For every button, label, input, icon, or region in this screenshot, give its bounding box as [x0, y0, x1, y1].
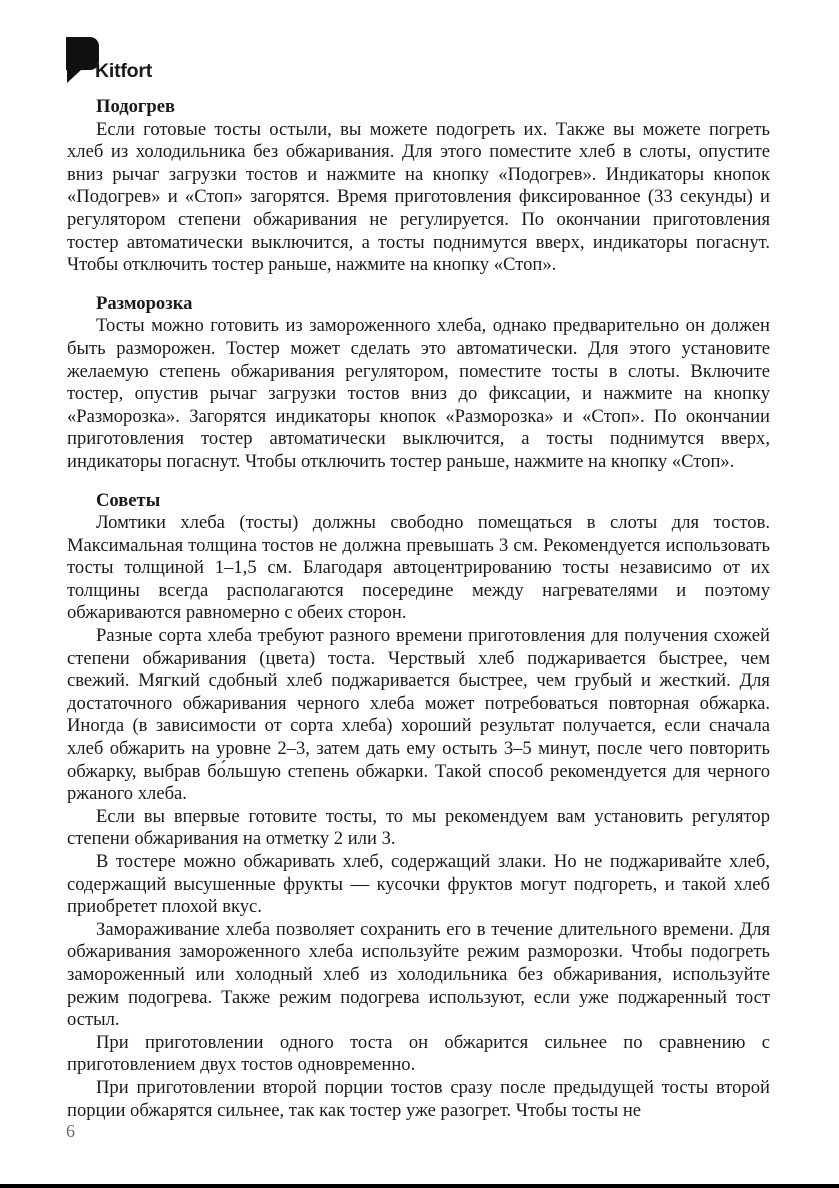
section-title: Разморозка: [96, 292, 193, 314]
paragraph: Разные сорта хлеба требуют разного времени приготовления для получения схожей степени обжаривания (цвета) тоста. Черствый хлеб поджаривается быстрее, чем свежий. Мягкий сдобный хлеб поджаривается быстрее, чем грубый и жесткий. Для достаточного обжаривания черного хлеба может потребоваться повторная обжарка. Иногда (в зависимости от сорта хлеба) хороший результат получается, если сначала хлеб обжарить на уровне 2–3, затем дать ему остыть 3–5 минут, после чего повторить обжарку, выбрав бо́льшую степень обжарки. Такой способ рекомендуется для черного ржаного хлеба.: [67, 625, 770, 805]
paragraph: Ломтики хлеба (тосты) должны свободно помещаться в слоты для тостов. Максимальная толщина тостов не должна превышать 3 см. Рекомендуется использовать тосты толщиной 1–1,5 см. Благодаря автоцентрированию тосты независимо от их толщины всегда располагаются посередине между нагревателями и поэтому обжариваются равномерно с обеих сторон.: [67, 512, 770, 624]
brand-name: Kitfort: [95, 60, 153, 82]
paragraph: Тосты можно готовить из замороженного хлеба, однако предварительно он должен быть разморожен. Тостер может сделать это автоматически. Для этого установите желаемую степень обжаривания регулятором, поместите тосты в слоты. Включите тостер, опустив рычаг загрузки тостов вниз до фиксации, и нажмите на кнопку «Разморозка». Загорятся индикаторы кнопок «Разморозка» и «Стоп». По окончании приготовления тостер автоматически выключится, а тосты поднимутся вверх, индикаторы погаснут. Чтобы отключить тостер раньше, нажмите на кнопку «Стоп».: [67, 315, 770, 472]
section-gap: [67, 277, 770, 293]
paragraph: Если готовые тосты остыли, вы можете подогреть их. Также вы можете погреть хлеб из холодильника без обжаривания. Для этого поместите хлеб в слоты, опустите вниз рычаг загрузки тостов и нажмите на кнопку «Подогрев». Индикаторы кнопок «Подогрев» и «Стоп» загорятся. Время приготовления фиксированное (33 секунды) и регулятором степени обжаривания не регулируется. По окончании приготовления тостер автоматически выключится, а тосты поднимутся вверх, индикаторы погаснут. Чтобы отключить тостер раньше, нажмите на кнопку «Стоп».: [67, 118, 770, 276]
paragraph: Если вы впервые готовите тосты, то мы рекомендуем вам установить регулятор степени обжаривания на отметку 2 или 3.: [67, 805, 770, 850]
section-tips: [67, 490, 770, 1123]
bottom-border: [0, 1184, 839, 1188]
section-gap: [67, 474, 770, 490]
section-heating: [67, 96, 770, 277]
page-number: 6: [66, 1121, 75, 1141]
paragraph: При приготовлении второй порции тостов сразу после предыдущей тосты второй порции обжарятся сильнее, так как тостер уже разогрет. Чтобы тосты не: [67, 1076, 770, 1121]
paragraph: Замораживание хлеба позволяет сохранить его в течение длительного времени. Для обжаривания замороженного хлеба используйте режим разморозки. Чтобы подогреть замороженный или холодный хлеб из холодильника без обжаривания, используйте режим подогрева. Также режим подогрева используют, если уже поджаренный тост остыл.: [67, 918, 770, 1031]
page-content: [67, 96, 770, 1122]
brand-logo: [66, 37, 166, 85]
paragraph: При приготовлении одного тоста он обжарится сильнее по сравнению с приготовлением двух тостов одновременно.: [67, 1031, 770, 1076]
section-title: Подогрев: [96, 96, 176, 117]
paragraph: В тостере можно обжаривать хлеб, содержащий злаки. Но не поджаривайте хлеб, содержащий высушенные фрукты — кусочки фруктов могут подгореть, и такой хлеб приобретет плохой вкус.: [67, 851, 770, 918]
section-title: Советы: [96, 489, 161, 511]
section-defrost: [67, 293, 770, 474]
